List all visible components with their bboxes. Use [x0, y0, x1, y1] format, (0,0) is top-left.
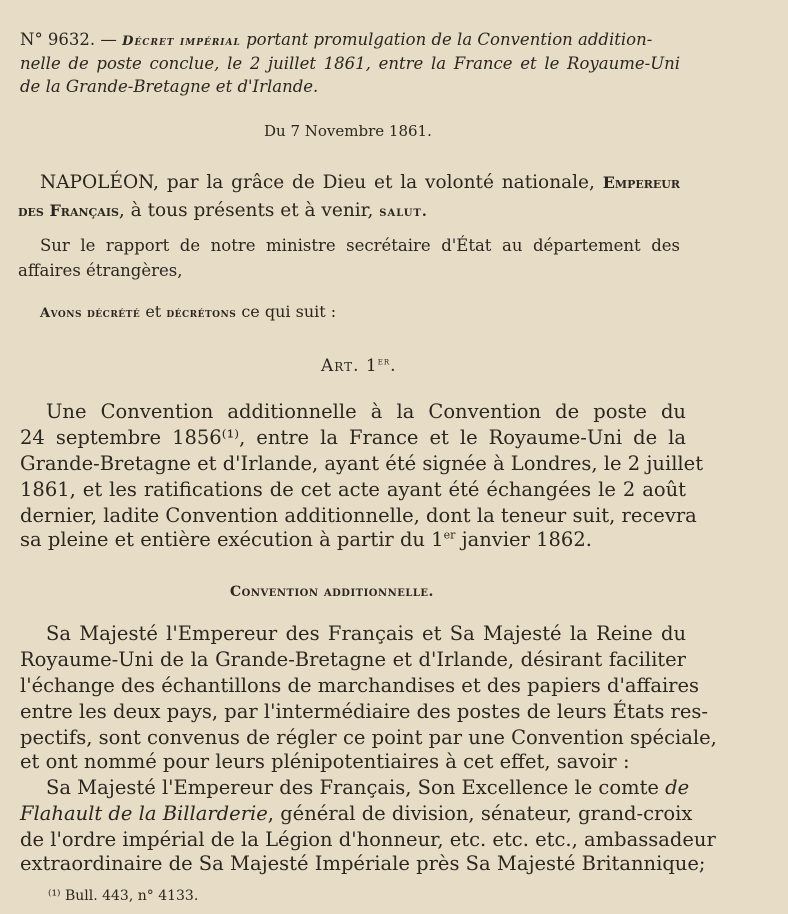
report-line-2: affaires étrangères,: [18, 261, 183, 280]
convention-line-4: entre les deux pays, par l'intermédiaire des postes de leurs États res-: [20, 700, 708, 723]
preamble-line-2: des Français, à tous présents et à venir, salut.: [18, 200, 428, 221]
preamble-line-1: NAPOLÉON, par la grâce de Dieu et la volonté nationale, Empereur: [40, 172, 680, 193]
decree-formula: Avons décrété et décrétons ce qui suit :: [40, 302, 337, 321]
convention-line-6: et ont nommé pour leurs plénipotentiaires à cet effet, savoir :: [20, 750, 630, 773]
article-line-4: 1861, et les ratifications de cet acte ayant été échangées le 2 août: [20, 478, 686, 501]
convention-line-9: de l'ordre impérial de la Légion d'honneur, etc. etc. etc., ambassadeur: [20, 828, 716, 851]
report-line-1: Sur le rapport de notre ministre secrétaire d'État au département des: [40, 236, 680, 255]
convention-line-1: Sa Majesté l'Empereur des Français et Sa Majesté la Reine du: [46, 622, 686, 645]
article-line-3: Grande-Bretagne et d'Irlande, ayant été signée à Londres, le 2 juillet: [20, 452, 704, 475]
decree-label: Décret impérial: [122, 34, 241, 49]
article-line-2: 24 septembre 1856⁽¹⁾, entre la France et le Royaume-Uni de la: [20, 426, 686, 449]
convention-line-3: l'échange des échantillons de marchandises et des papiers d'affaires: [20, 674, 700, 697]
article-line-6: sa pleine et entière exécution à partir du 1er janvier 1862.: [20, 528, 592, 551]
emperor-name: NAPOLÉON: [40, 172, 154, 193]
decree-number: N° 9632.: [20, 30, 96, 49]
decree-date: Du 7 Novembre 1861.: [264, 122, 432, 140]
convention-line-7: Sa Majesté l'Empereur des Français, Son Excellence le comte de: [46, 776, 690, 799]
article-line-5: dernier, ladite Convention additionnelle, dont la teneur suit, recevra: [20, 504, 697, 527]
decree-header-line-3: de la Grande-Bretagne et d'Irlande.: [20, 77, 319, 96]
footnote: ⁽¹⁾ Bull. 443, n° 4133.: [48, 888, 199, 904]
article-title: Art. 1er.: [321, 356, 397, 376]
convention-line-8: Flahault de la Billarderie, général de division, sénateur, grand-croix: [20, 802, 693, 825]
convention-title: Convention additionnelle.: [230, 584, 434, 600]
convention-line-2: Royaume-Uni de la Grande-Bretagne et d'Irlande, désirant faciliter: [20, 648, 686, 671]
decree-header-line-2: nelle de poste conclue, le 2 juillet 1861, entre la France et le Royaume-Uni: [20, 54, 680, 73]
decree-header-line-1: N° 9632. — Décret impérial portant promulgation de la Convention addition-: [20, 30, 653, 49]
article-line-1: Une Convention additionnelle à la Convention de poste du: [46, 400, 686, 423]
convention-line-5: pectifs, sont convenus de régler ce point par une Convention spéciale,: [20, 726, 717, 749]
convention-line-10: extraordinaire de Sa Majesté Impériale près Sa Majesté Britannique;: [20, 852, 706, 875]
